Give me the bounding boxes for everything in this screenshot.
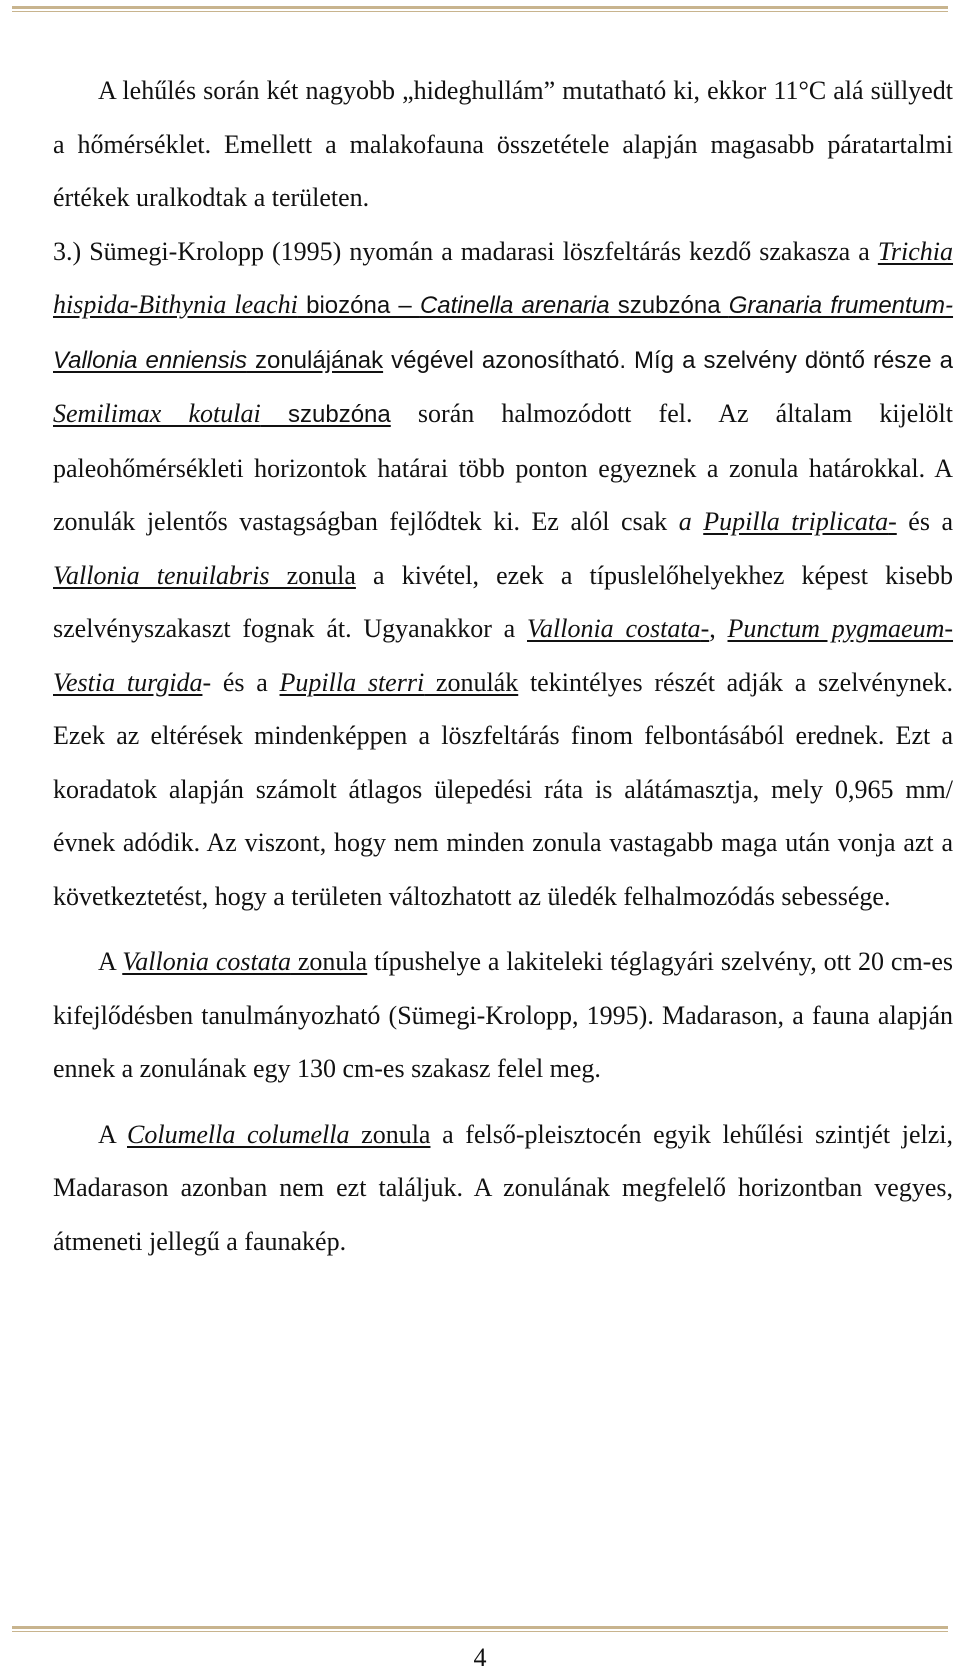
paragraph-4 xyxy=(53,1108,953,1269)
p3-text-4: típushelye a lakiteleki téglagyári szelvény, ott 20 cm-es kifejlődésben tanulmányozható (Sümegi-Krolopp, 1995). Madarason, a fauna alapján ennek a zonulának egy 130 cm-es szakasz felel meg. xyxy=(53,947,953,1083)
p2-text-12: a xyxy=(678,507,704,536)
p2-text-14: - xyxy=(888,507,897,536)
p2-text-8: végével azonosítható. Míg a szelvény döntő része a xyxy=(383,346,954,374)
paragraph-1: A lehűlés során két nagyobb „hideghullám” mutatható ki, ekkor 11°C alá süllyedt a hőmérséklet. Emellett a malakofauna összetétele alapján magasabb páratartalmi értékek uralkodtak a területen. xyxy=(53,76,953,212)
p3-text-1: A xyxy=(98,947,123,976)
taxon-vallonia-costata-2: Vallonia costata xyxy=(122,947,291,976)
page-number: 4 xyxy=(473,1643,487,1672)
taxon-catinella-arenaria: Catinella arenaria xyxy=(419,292,610,319)
p2-text-1: 3.) Sümegi-Krolopp (1995) nyomán a madarasi löszfeltárás kezdő szakasza a xyxy=(53,236,878,266)
taxon-vallonia-tenuilabris: Vallonia tenuilabris xyxy=(53,560,270,590)
taxon-granaria-vallonia: Granaria frumentum-Vallonia enniensis xyxy=(53,292,954,374)
taxon-punctum-vestia: Punctum pygmaeum-Vestia turgida xyxy=(53,614,954,697)
p2-text-17: zonula xyxy=(269,560,356,590)
top-border-rule xyxy=(12,6,948,9)
p2-text-25: zonulák xyxy=(424,667,519,697)
taxon-columella-columella: Columella columella xyxy=(127,1119,350,1149)
bottom-border-rule-thin xyxy=(12,1631,948,1632)
taxon-semilimax-kotulai: Semilimax kotulai xyxy=(53,399,261,428)
p4-text-1: A xyxy=(98,1119,127,1149)
taxon-trichia-bithynia: Trichia hispida-Bithynia leachi xyxy=(53,236,953,319)
top-border-rule-thin xyxy=(12,11,948,12)
p2-text-11: során halmozódott fel. Az általam kijelölt paleohőmérsékleti horizontok határai több ponton egyeznek a zonula határokkal. A zonulák jelentős vastagságban fejlődtek ki. Ez alól csak xyxy=(53,399,954,536)
p2-text-10: szubzóna xyxy=(260,401,391,428)
page-body xyxy=(53,64,953,1268)
p2-text-26: tekintélyes részét adják a szelvénynek. Ezek az eltérések mindenképpen a löszfeltárás finom felbontásából erednek. Ezt a koradatok alapján számolt átlagos ülepedési ráta is alátámasztja, mely 0,965 mm/évnek adódik. Az viszont, hogy nem minden zonula vastagabb maga után vonja azt a következtetést, hogy a területen változhatott az üledék felhalmozódás sebessége. xyxy=(53,667,953,911)
p2-text-7: zonulájának xyxy=(246,346,384,374)
p3-text-3: zonula xyxy=(290,947,368,976)
paragraph-3 xyxy=(53,935,953,1096)
taxon-pupilla-sterri: Pupilla sterri xyxy=(279,667,425,697)
p2-text-3: biozóna – xyxy=(297,292,420,319)
p2-text-23: - és a xyxy=(202,667,280,697)
p4-text-3: zonula xyxy=(349,1119,431,1149)
p2-text-18: a kivétel, ezek a típuslelőhelyekhez képest kisebb szelvényszakaszt fognak át. Ugyanakkor a xyxy=(53,560,953,643)
p2-text-5: szubzóna xyxy=(609,292,729,319)
bottom-border-rule xyxy=(12,1626,948,1629)
p2-text-15: és a xyxy=(896,507,954,536)
p2-text-20: - xyxy=(700,614,710,643)
taxon-pupilla-triplicata: Pupilla triplicata xyxy=(703,507,889,536)
paragraph-2 xyxy=(53,225,953,924)
p2-text-21: , xyxy=(709,614,728,643)
p4-text-4: a felső-pleisztocén egyik lehűlési szintjét jelzi, Madarason azonban nem ezt találjuk. A zonulának megfelelő horizontban vegyes, átmeneti jellegű a faunakép. xyxy=(53,1119,954,1256)
taxon-vallonia-costata: Vallonia costata xyxy=(527,614,701,643)
